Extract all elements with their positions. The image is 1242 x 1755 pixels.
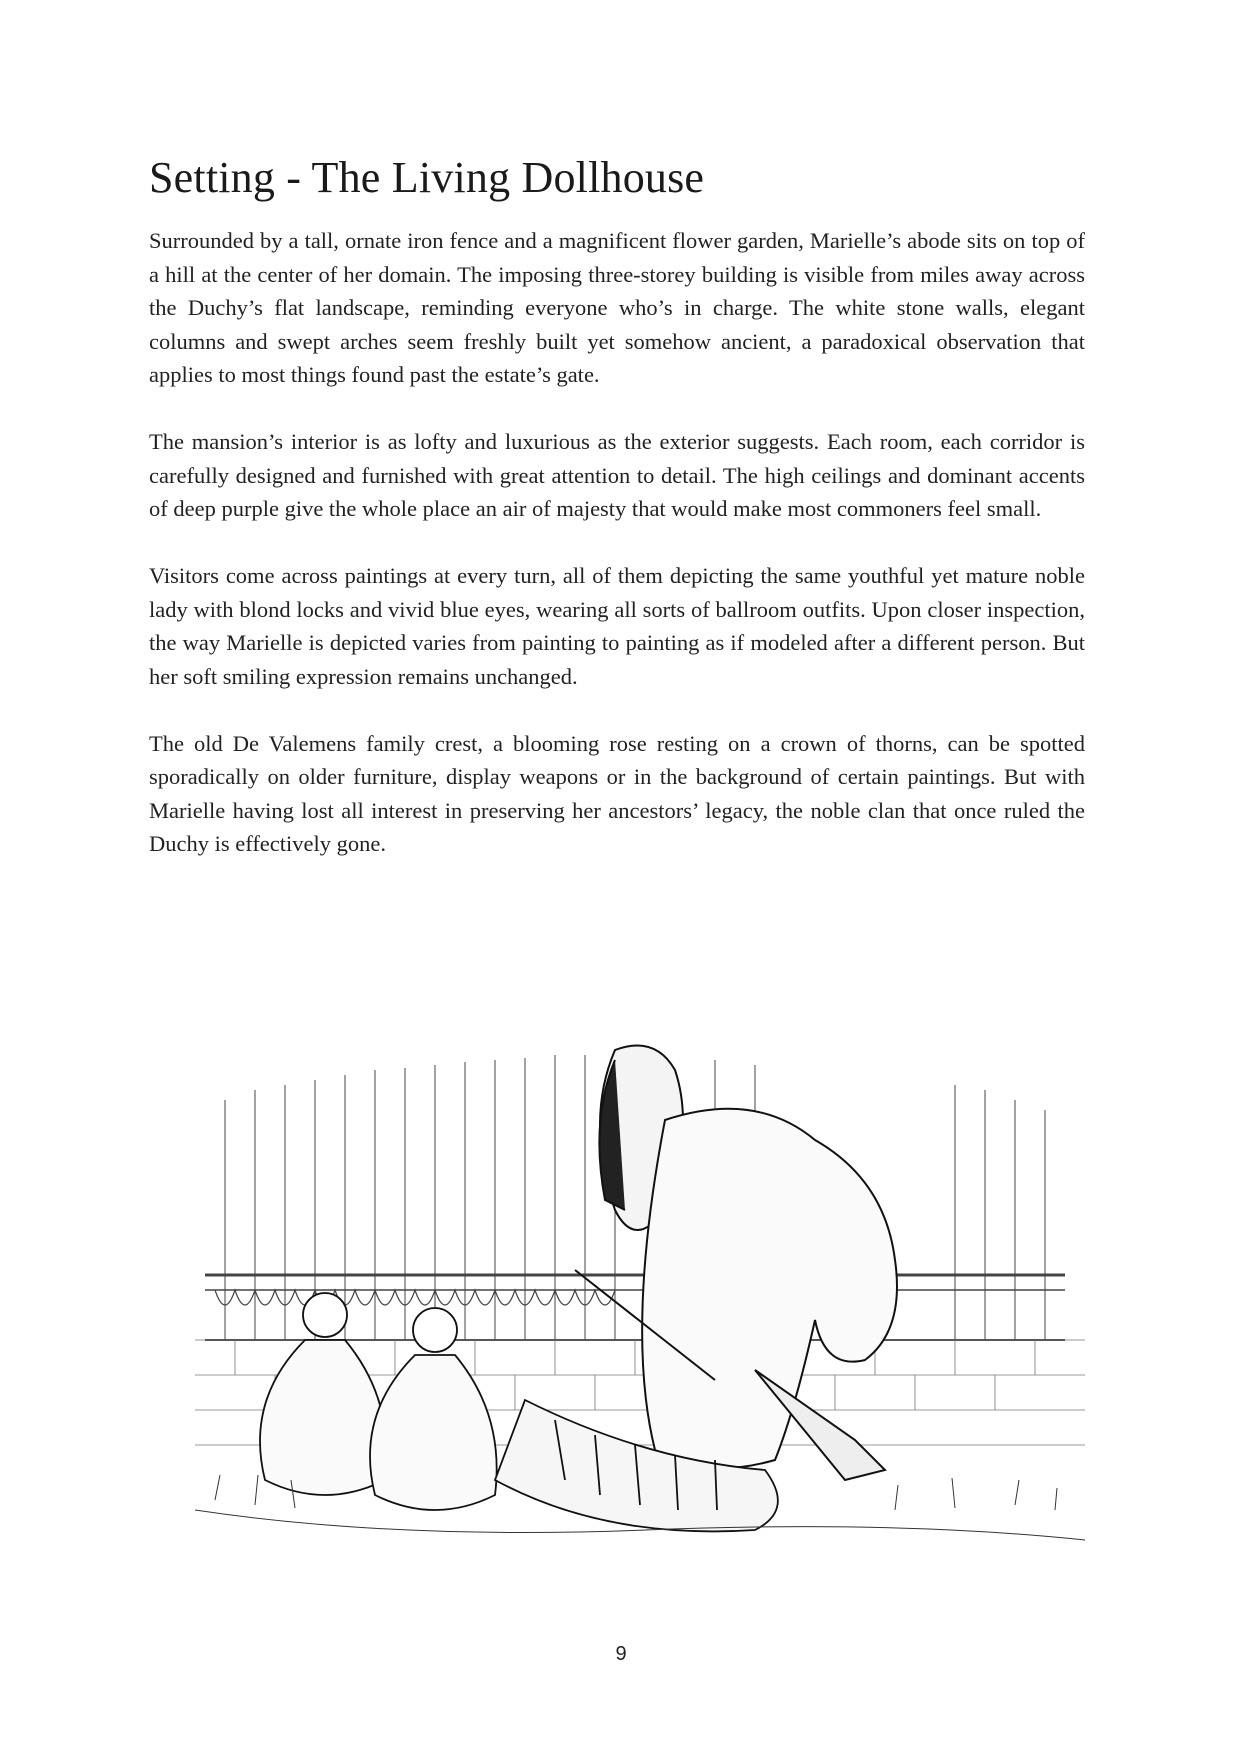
hooded-figure bbox=[575, 1046, 897, 1481]
illustration bbox=[195, 1040, 1085, 1570]
paragraph-interior: The mansion’s interior is as lofty and luxurious as the exterior suggests. Each room, each corridor is carefully designed and furnished with great attention to detail. The high ceilings and dominant accents of deep purple give the whole place an air of majesty that would make most commoners feel small. bbox=[149, 429, 1085, 521]
doll-figures bbox=[260, 1293, 497, 1510]
body-text bbox=[149, 224, 1085, 894]
paragraph-paintings: Visitors come across paintings at every turn, all of them depicting the same youthful yet mature noble lady with blond locks and vivid blue eyes, wearing all sorts of ballroom outfits. Upon closer inspection, the way Marielle is depicted varies from painting to painting as if modeled after a different person. But her soft smiling expression remains unchanged. bbox=[149, 563, 1085, 689]
page-number: 9 bbox=[615, 1643, 627, 1665]
paragraph-family-crest: The old De Valemens family crest, a blooming rose resting on a crown of thorns, can be spotted sporadically on older furniture, display weapons or in the background of certain paintings. But with Marielle having lost all interest in preserving her ancestors’ legacy, the noble clan that once ruled the Duchy is effectively gone. bbox=[149, 730, 1085, 856]
page-title: Setting - The Living Dollhouse bbox=[149, 153, 705, 202]
ink-illustration-graphic bbox=[195, 1040, 1085, 1570]
paragraph-exterior: Surrounded by a tall, ornate iron fence and a magnificent flower garden, Marielle’s abode sits on top of a hill at the center of her domain. The imposing three-storey building is visible from miles away across the Duchy’s flat landscape, reminding everyone who’s in charge. The white stone walls, elegant columns and swept arches seem freshly built yet somehow ancient, a paradoxical observation that applies to most things found past the estate’s gate. bbox=[149, 228, 1085, 387]
